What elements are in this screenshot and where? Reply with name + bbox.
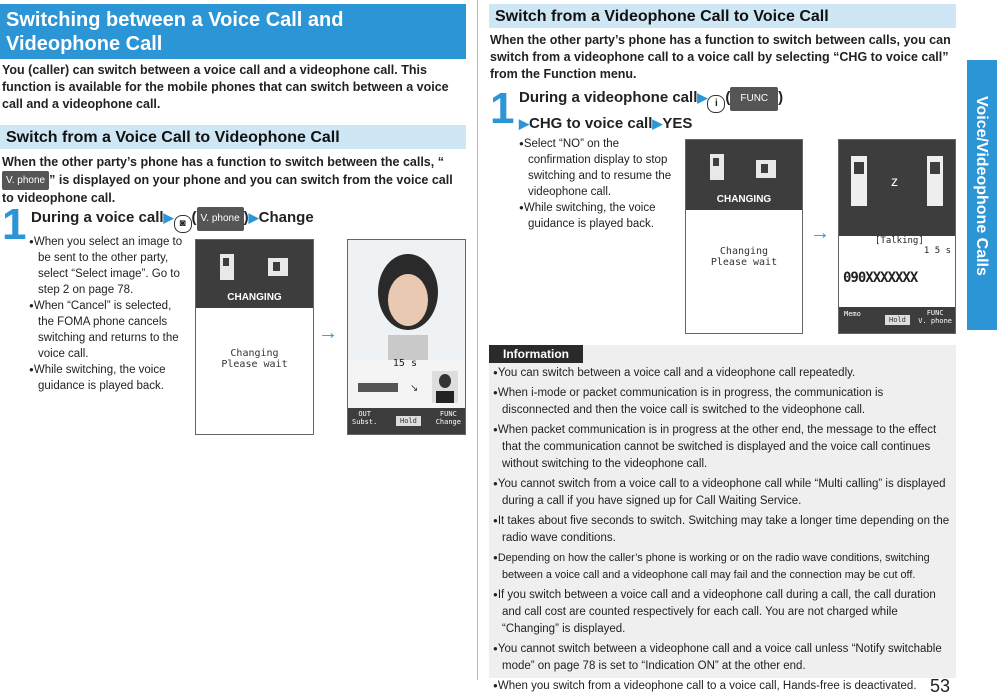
step-instruction: During a videophone call▶ i ( FUNC ) ▶CHG to voice call▶YES bbox=[519, 89, 784, 132]
step-number: 1 bbox=[2, 200, 27, 249]
bullet-icon: ● bbox=[29, 237, 34, 246]
softkey-mid: Hold bbox=[885, 315, 910, 325]
bullet-icon: ● bbox=[493, 516, 498, 525]
info-item bbox=[493, 475, 953, 510]
right-arrow-icon: → bbox=[318, 322, 338, 344]
videophone-image-icon bbox=[348, 240, 466, 360]
vphone-softkey-label: V. phone bbox=[2, 171, 49, 190]
bullet-icon: ● bbox=[493, 388, 498, 397]
note-text: When “Cancel” is selected, the FOMA phone cancels switching and returns to the voice call. bbox=[33, 300, 179, 360]
bullet-icon: ● bbox=[493, 553, 498, 562]
camera-key-icon: ◙ bbox=[174, 215, 192, 233]
bullet-icon: ● bbox=[519, 203, 524, 212]
step-text-c: YES bbox=[662, 115, 693, 132]
info-text: When you switch from a videophone call to a voice call, Hands-free is deactivated. bbox=[497, 680, 917, 692]
note-text: When you select an image to be sent to the other party, select “Select image”. Go to step 2 on page 78. bbox=[33, 236, 183, 296]
phone-screen-changing bbox=[685, 139, 803, 334]
info-item bbox=[493, 586, 953, 638]
note-item bbox=[29, 362, 183, 394]
info-item bbox=[493, 640, 953, 675]
section-title-voice-to-video-text: Switch from a Voice Call to Videophone Call bbox=[6, 129, 340, 146]
note-item bbox=[29, 234, 183, 298]
screen-top-label: CHANGING bbox=[227, 292, 282, 303]
softkey-left bbox=[352, 410, 377, 426]
info-item bbox=[493, 677, 953, 695]
bullet-icon: ● bbox=[493, 479, 498, 488]
voice-call-phones-icon bbox=[196, 240, 314, 290]
call-time: 1 5 s bbox=[923, 246, 951, 256]
info-item bbox=[493, 421, 953, 473]
triangle-arrow-icon: ▶ bbox=[697, 90, 708, 105]
note-item bbox=[519, 136, 677, 200]
softkey-right bbox=[436, 410, 461, 426]
softkey-mid: Hold bbox=[396, 416, 421, 426]
triangle-arrow-icon: ▶ bbox=[652, 116, 663, 131]
note-text: Select “NO” on the confirmation display to stop switching and to resume the videophone call. bbox=[523, 138, 672, 198]
func-softkey: FUNC bbox=[730, 87, 778, 111]
desc-part-b: ” is displayed on your phone and you can switch from the voice call to videophone call. bbox=[2, 173, 453, 205]
intro-text: You (caller) can switch between a voice call and a videophone call. This function is available for the mobile phones that can switch between a voice call and a videophone call. bbox=[2, 63, 449, 111]
page-number: 53 bbox=[930, 676, 951, 696]
info-text: It takes about five seconds to switch. Switching may take a longer time depending on the radio wave conditions. bbox=[497, 515, 950, 544]
changing-line-2: Please wait bbox=[221, 359, 288, 370]
note-item bbox=[519, 200, 677, 232]
softkey-left: Memo bbox=[844, 310, 861, 318]
svg-text:↘: ↘ bbox=[410, 383, 419, 394]
section-title-video-to-voice-text: Switch from a Videophone Call to Voice Call bbox=[495, 8, 829, 25]
softkey-right bbox=[918, 309, 952, 325]
step-text-a: During a voice call bbox=[31, 209, 164, 226]
softkey-right-2: V. phone bbox=[918, 317, 952, 325]
step-instruction: During a voice call▶ ◙ ( V. phone )▶Change bbox=[31, 207, 461, 233]
step-number: 1 bbox=[490, 84, 515, 133]
chapter-label: Voice/Videophone Calls bbox=[973, 96, 990, 276]
chapter-sidebar bbox=[967, 60, 997, 330]
screen-header bbox=[686, 140, 802, 210]
bullet-icon: ● bbox=[519, 139, 524, 148]
step-notes bbox=[519, 136, 677, 232]
softkey-right-1: FUNC bbox=[926, 309, 944, 317]
triangle-arrow-icon: ▶ bbox=[248, 210, 259, 225]
info-text: If you switch between a voice call and a videophone call during a call, the call duration and call cost are counted respectively for each call. You are not charged while “Changing” is displayed. bbox=[497, 589, 936, 635]
info-text: When packet communication is in progress at the other end, the message to the effect that the communication cannot be switched is displayed and the voice call continues without switching to the videophone call. bbox=[497, 424, 937, 470]
right-arrow-icon: → bbox=[810, 222, 830, 244]
screen-softkeys bbox=[348, 408, 465, 434]
info-item bbox=[493, 384, 953, 419]
page-title bbox=[0, 4, 466, 59]
page-title-text: Switching between a Voice Call and Videophone Call bbox=[6, 9, 344, 55]
softkey-right-2: Change bbox=[435, 418, 461, 426]
section-title-video-to-voice bbox=[489, 4, 956, 28]
screen-softkeys bbox=[839, 307, 955, 333]
triangle-arrow-icon: ▶ bbox=[519, 116, 529, 131]
phone-screen-videophone bbox=[347, 239, 466, 435]
changing-line-1: Changing bbox=[230, 348, 279, 359]
softkey-right-1: FUNC bbox=[439, 410, 457, 418]
section-title-voice-to-video bbox=[0, 125, 466, 149]
column-divider bbox=[477, 0, 478, 680]
info-text: Depending on how the caller’s phone is working or on the radio wave conditions, switching between a voice call and a videophone call may fail and the connection may be cut off. bbox=[497, 552, 930, 581]
phone-screen-voice-call bbox=[838, 139, 956, 334]
softkey-left-1: OUT bbox=[358, 410, 371, 418]
bullet-icon: ● bbox=[493, 425, 498, 434]
screen-header bbox=[196, 240, 313, 308]
triangle-arrow-icon: ▶ bbox=[163, 210, 174, 225]
imode-key-icon: i bbox=[707, 95, 725, 113]
videophone-phones-icon bbox=[686, 140, 803, 190]
step-notes bbox=[29, 234, 183, 394]
phone-number: 090XXXXXXX bbox=[843, 270, 918, 286]
note-text: While switching, the voice guidance is played back. bbox=[523, 202, 656, 230]
softkey-left-2: Subst. bbox=[352, 418, 378, 426]
vphone-softkey: V. phone bbox=[197, 207, 244, 231]
call-status: [Talking] bbox=[875, 236, 924, 246]
changing-line-2: Please wait bbox=[710, 257, 778, 268]
info-text: You cannot switch from a voice call to a videophone call while “Multi calling” is displayed during a call if you have signed up for Call Waiting Service. bbox=[497, 478, 946, 507]
info-text: You cannot switch between a videophone call and a voice call unless “Notify switchable mode” on page 78 is set to “Indication ON” at the other end. bbox=[497, 643, 942, 672]
section-desc-video-to-voice: When the other party’s phone has a function to switch between calls, you can switch from a videophone call to a voice call by selecting “CHG to voice call” from the Function menu. bbox=[490, 33, 951, 81]
info-text: You can switch between a voice call and a videophone call repeatedly. bbox=[497, 367, 856, 379]
note-text: While switching, the voice guidance is played back. bbox=[33, 364, 166, 392]
information-list bbox=[493, 364, 953, 697]
desc-part-a: When the other party’s phone has a function to switch between the calls, “ bbox=[2, 155, 444, 169]
step-text-a: During a videophone call bbox=[519, 89, 698, 106]
bullet-icon: ● bbox=[29, 365, 34, 374]
info-item bbox=[493, 364, 953, 382]
info-item bbox=[493, 512, 953, 547]
section-desc-voice-to-video bbox=[2, 154, 466, 207]
step-text-b: CHG to voice call bbox=[529, 115, 653, 132]
info-text: When i-mode or packet communication is in progress, the communication is disconnected and then the voice call is switched to the videophone call. bbox=[497, 387, 884, 416]
call-time: 15 s bbox=[392, 358, 417, 369]
phone-screen-changing bbox=[195, 239, 314, 435]
call-info-area bbox=[839, 236, 955, 308]
bullet-icon: ● bbox=[493, 681, 498, 690]
bullet-icon: ● bbox=[493, 644, 498, 653]
svg-text:z: z bbox=[891, 173, 898, 189]
note-item bbox=[29, 298, 183, 362]
bullet-icon: ● bbox=[29, 301, 34, 310]
status-icons-and-sub-image bbox=[348, 369, 466, 411]
changing-line-1: Changing bbox=[719, 246, 769, 257]
bullet-icon: ● bbox=[493, 368, 498, 377]
information-label: Information bbox=[489, 345, 583, 363]
screen-top-label: CHANGING bbox=[716, 194, 772, 205]
bullet-icon: ● bbox=[493, 590, 498, 599]
step-text-b: Change bbox=[258, 209, 314, 226]
info-item bbox=[493, 549, 953, 584]
